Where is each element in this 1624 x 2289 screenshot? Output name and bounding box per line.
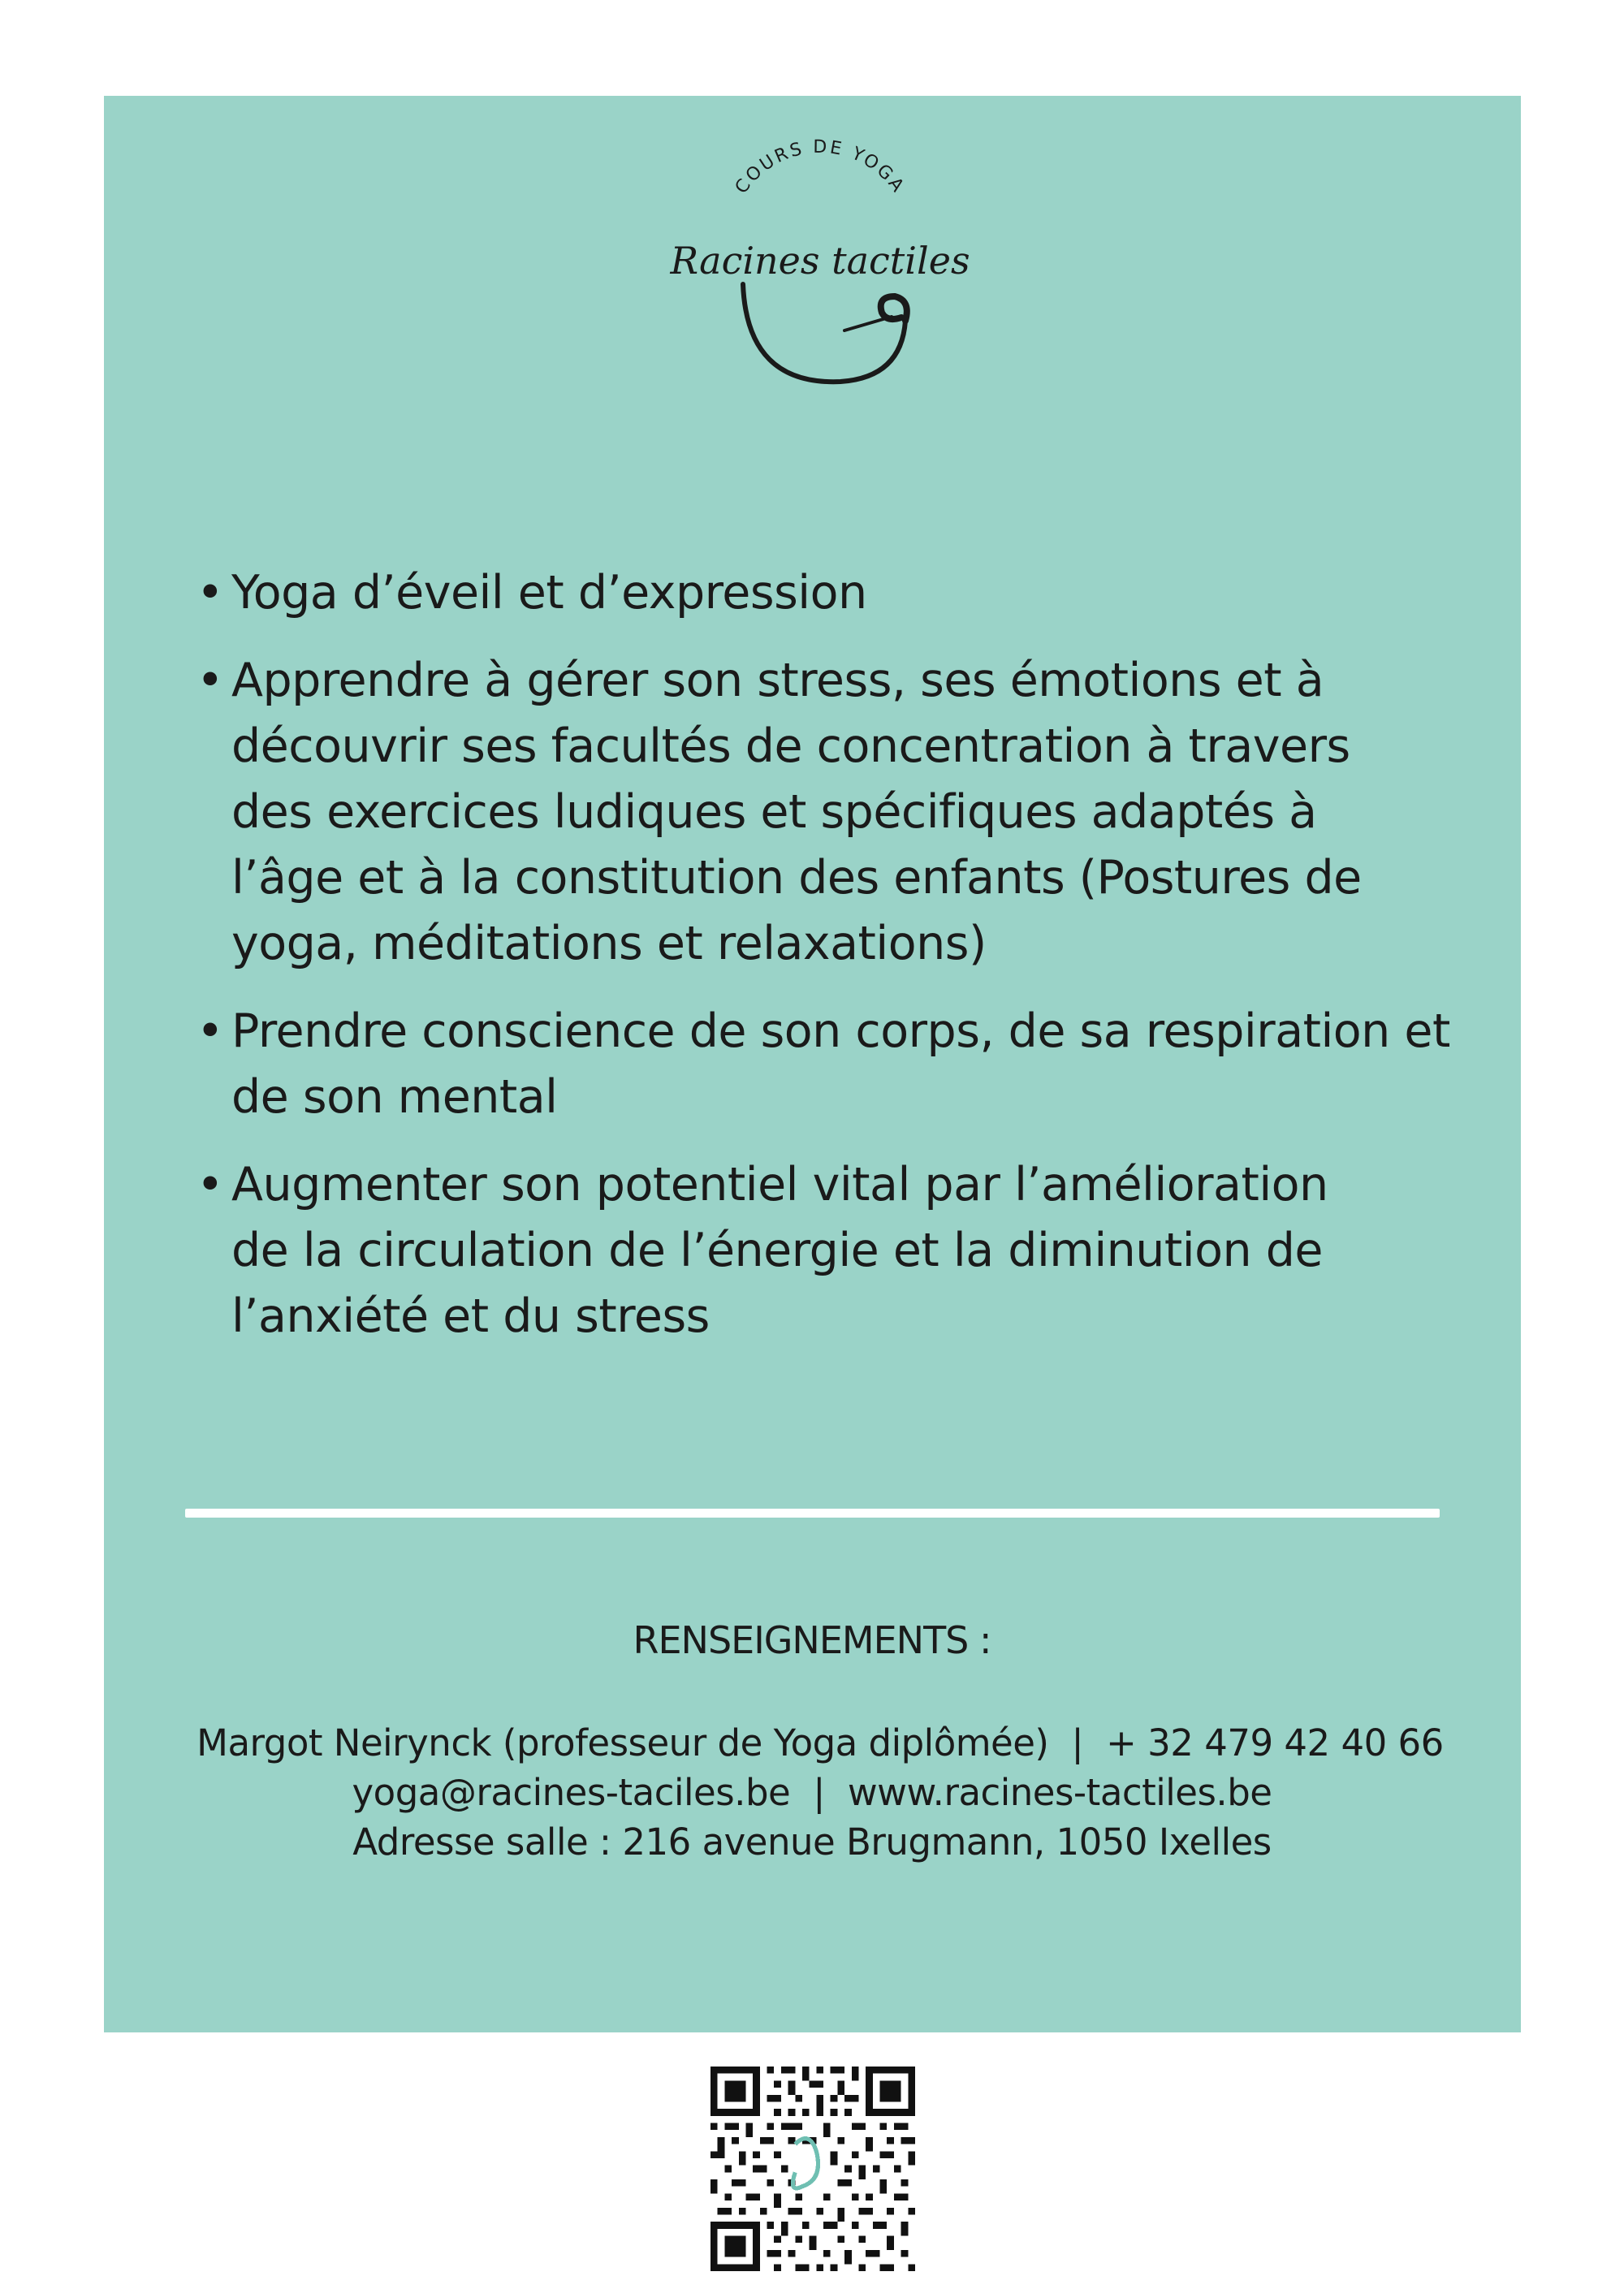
- list-item: [195, 648, 1364, 977]
- email-link[interactable]: yoga@racines-taciles.be: [352, 1771, 791, 1814]
- qr-code-graphic: [710, 2067, 915, 2271]
- svg-text:COURS DE YOGA: [732, 137, 909, 198]
- logo-script-text: Racines tactiles: [670, 239, 970, 283]
- list-item-text: Prendre conscience de son corps, de sa respiration et de son mental: [231, 1004, 1450, 1124]
- address-line: Adresse salle : 216 avenue Brugmann, 1050 Ixelles: [352, 1820, 1272, 1864]
- contact-name: Margot Neirynck (professeur de Yoga diplômée): [197, 1721, 1049, 1764]
- logo-graphic: [670, 136, 970, 394]
- contact-line: [0, 1719, 1624, 1768]
- separator: |: [813, 1771, 825, 1814]
- list-item: [195, 999, 1462, 1130]
- bullet-dot: •: [197, 1158, 224, 1211]
- qr-code[interactable]: [710, 2067, 915, 2271]
- bullet-dot: •: [197, 654, 224, 707]
- list-item-text: Yoga d’éveil et d’expression: [231, 566, 867, 620]
- section-divider: [185, 1509, 1440, 1518]
- list-item: [195, 1152, 1364, 1350]
- benefits-list: [195, 560, 1462, 1371]
- list-item-text: Augmenter son potentiel vital par l’amélioration de la circulation de l’énergie et la diminution de l’anxiété et du stress: [231, 1158, 1328, 1343]
- bullet-dot: •: [197, 566, 224, 620]
- logo-root-tail: [844, 317, 892, 330]
- web-line: [0, 1769, 1624, 1817]
- logo-arc-text: COURS DE YOGA: [731, 136, 909, 198]
- bullet-dot: •: [197, 1004, 224, 1058]
- website-link[interactable]: www.racines-tactiles.be: [847, 1771, 1272, 1814]
- info-title: RENSEIGNEMENTS :: [633, 1618, 991, 1662]
- phone-link[interactable]: + 32 479 42 40 66: [1106, 1721, 1444, 1764]
- racines-tactiles-logo: [670, 136, 970, 394]
- list-item: [195, 560, 1462, 626]
- list-item-text: Apprendre à gérer son stress, ses émotions et à découvrir ses facultés de concentration à travers des exercices ludiques et spécifiques adaptés à l’âge et à la constitution des enfants (Postures de yoga, méditations et relaxations): [231, 654, 1362, 970]
- separator: |: [1071, 1721, 1084, 1764]
